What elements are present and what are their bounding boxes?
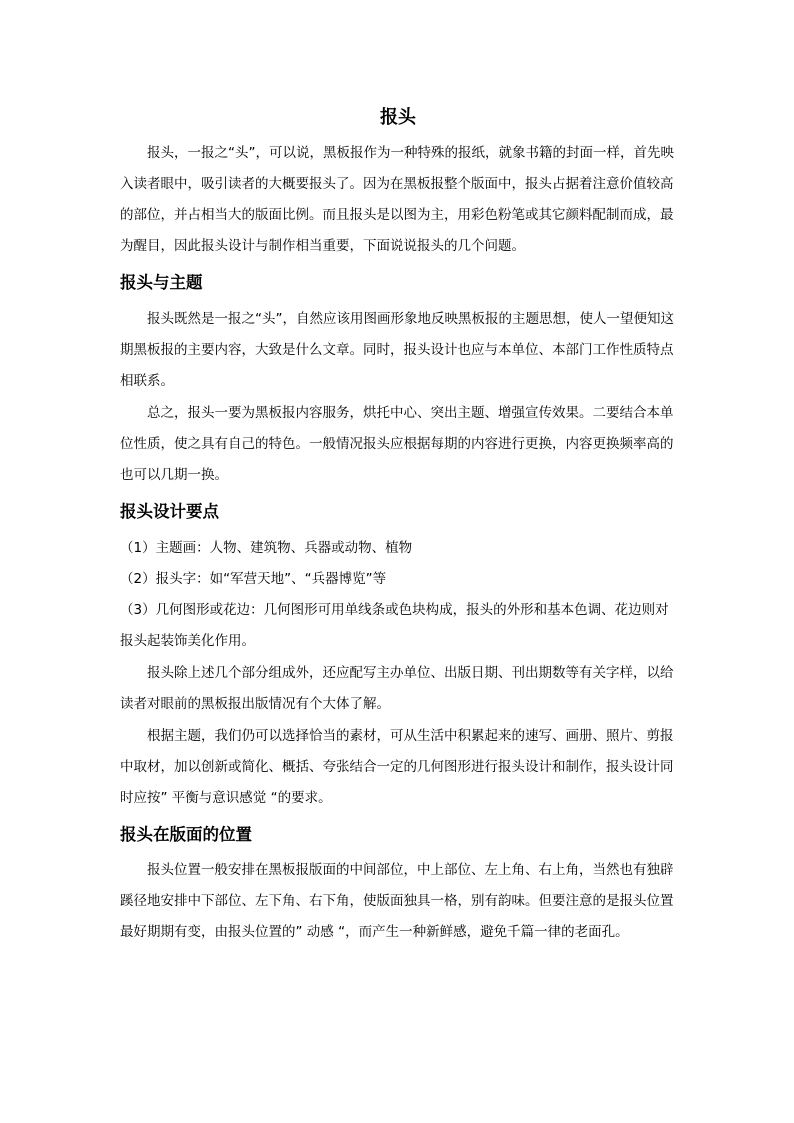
intro-paragraph: 报头，一报之“头”，可以说，黑板报作为一种特殊的报纸，就象书籍的封面一样，首先映入读者眼中，吸引读者的大概要报头了。因为在黑板报整个版面中，报头占据着注意价值较高的部位，并占相当大的版面比例。而且报头是以图为主，用彩色粉笔或其它颜料配制而成，最为醒目，因此报头设计与制作相当重要，下面说说报头的几个问题。 — [120, 145, 674, 254]
section-heading-topic: 报头与主题 — [120, 273, 203, 292]
design-point-item-1: （1）主题画：人物、建筑物、兵器或动物、植物 — [120, 540, 413, 556]
design-paragraph-2: 根据主题，我们仍可以选择恰当的素材，可从生活中积累起来的速写、画册、照片、剪报中取材，加以创新或简化、概括、夸张结合一定的几何图形进行报头设计和制作，报头设计同时应按” 平衡与意识感觉 “的要求。 — [120, 728, 674, 806]
topic-paragraph-1: 报头既然是一报之“头”，自然应该用图画形象地反映黑板报的主题思想，使人一望便知这期黑板报的主要内容，大致是什么文章。同时，报头设计也应与本单位、本部门工作性质特点相联系。 — [120, 311, 674, 389]
design-paragraph-1: 报头除上述几个部分组成外，还应配写主办单位、出版日期、刊出期数等有关字样，以给读者对眼前的黑板报出版情况有个大体了解。 — [120, 665, 674, 712]
design-point-item-2: （2）报头字：如“军营天地”、“兵器博览”等 — [120, 571, 387, 587]
document-title: 报头 — [380, 107, 416, 128]
topic-paragraph-2: 总之，报头一要为黑板报内容服务，烘托中心、突出主题、增强宣传效果。二要结合本单位性质，使之具有自己的特色。一般情况报头应根据每期的内容进行更换，内容更换频率高的也可以几期一换。 — [120, 405, 674, 483]
position-paragraph: 报头位置一般安排在黑板报版面的中间部位，中上部位、左上角、右上角，当然也有独辟蹊径地安排中下部位、左下角、右下角，使版面独具一格，别有韵味。但要注意的是报头位置最好期期有变，由报头位置的” 动感 “，而产生一种新鲜感，避免千篇一律的老面孔。 — [120, 862, 674, 940]
section-heading-design-points: 报头设计要点 — [120, 502, 219, 521]
design-point-item-3: （3）几何图形或花边：几何图形可用单线条或色块构成，报头的外形和基本色调、花边则对报头起装饰美化作用。 — [120, 602, 669, 649]
section-heading-position: 报头在版面的位置 — [120, 825, 252, 844]
